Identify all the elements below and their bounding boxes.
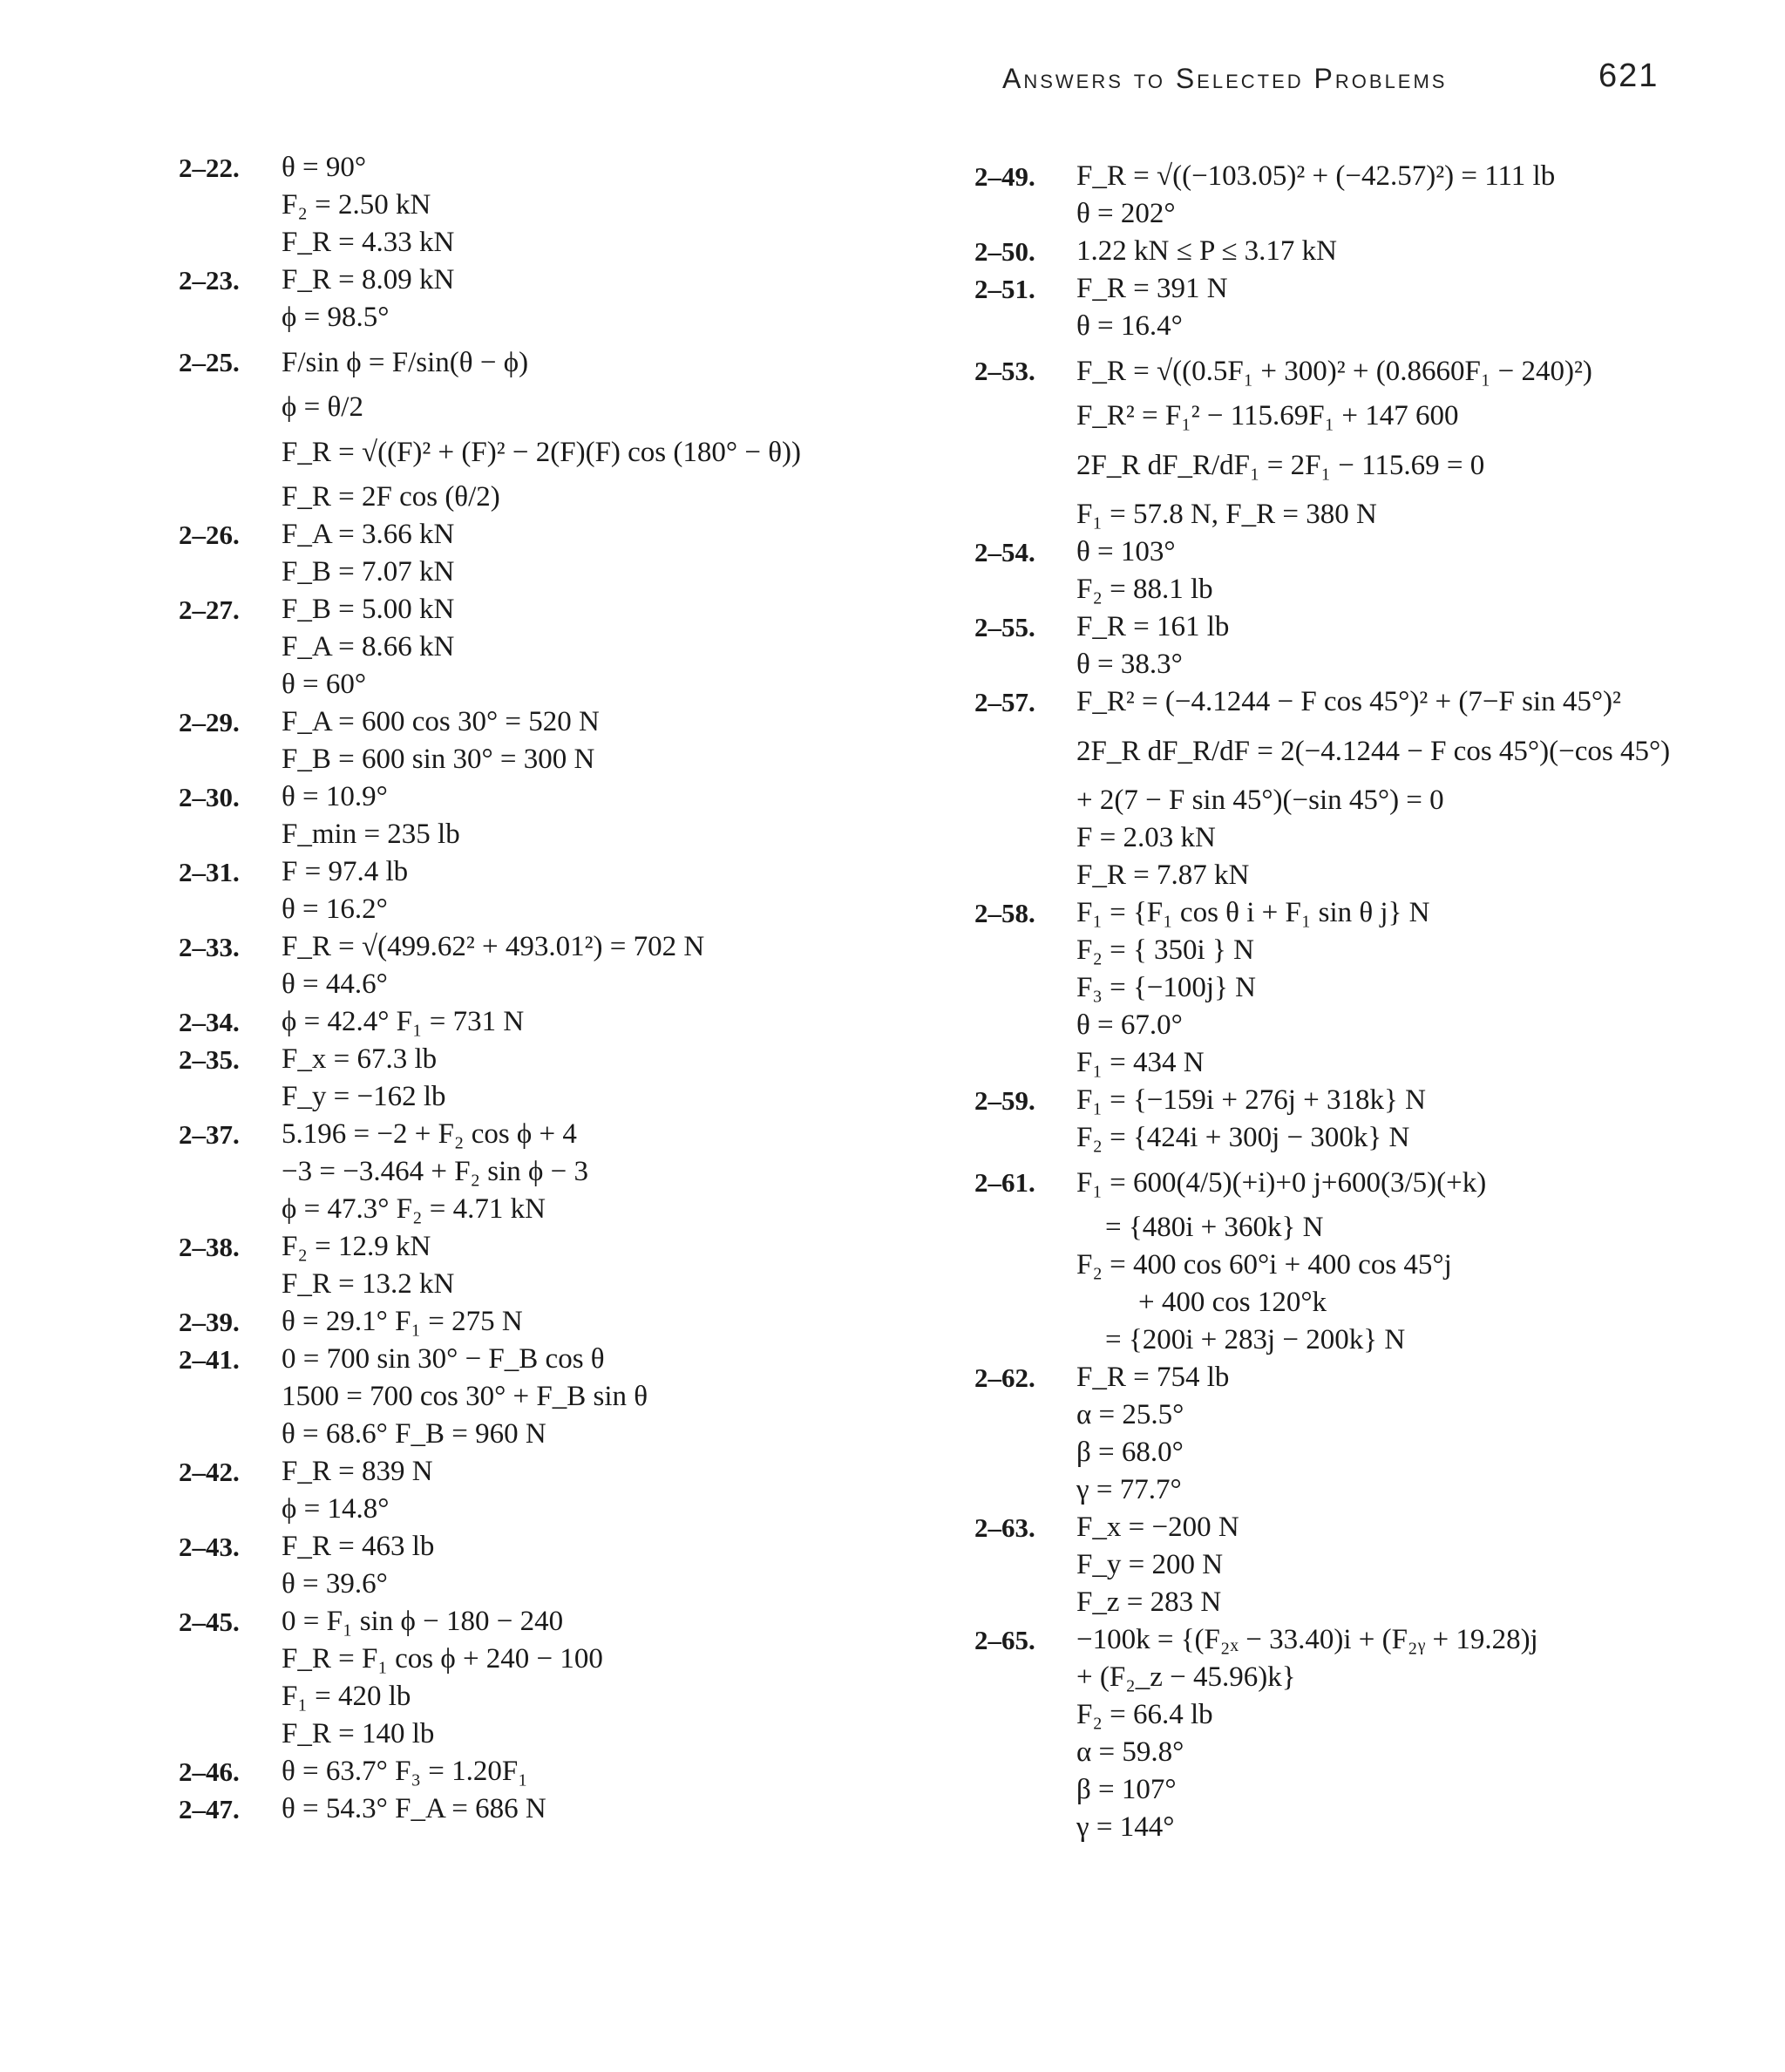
answer-equation: β = 68.0° xyxy=(1076,1437,1184,1468)
answer-equation: γ = 144° xyxy=(1076,1811,1175,1843)
answer-equation: F_R = 161 lb xyxy=(1076,611,1230,642)
answer-line xyxy=(974,1396,1741,1434)
answer-line xyxy=(974,270,1741,308)
answer-equation: θ = 103° xyxy=(1076,536,1176,567)
answer-line xyxy=(974,782,1741,819)
answer-line xyxy=(179,479,876,516)
answer-line xyxy=(974,1771,1741,1809)
answer-line xyxy=(974,1284,1741,1321)
answer-equation: = {200i + 283j − 200k} N xyxy=(1105,1324,1406,1355)
answer-equation: + (F₂_z − 45.96)k} xyxy=(1076,1661,1296,1693)
answer-line xyxy=(179,187,876,224)
problem-number: 2–30. xyxy=(179,782,240,812)
answer-line xyxy=(179,1303,876,1341)
answer-line xyxy=(974,857,1741,894)
answer-equation: 0 = 700 sin 30° − F_B cos θ xyxy=(282,1343,605,1375)
answer-line xyxy=(179,1566,876,1603)
answer-line xyxy=(179,1191,876,1228)
answer-line xyxy=(974,932,1741,969)
answer-equation: F_R² = F₁² − 115.69F₁ + 147 600 xyxy=(1076,400,1459,431)
answer-equation: F_B = 7.07 kN xyxy=(282,556,455,588)
problem-number: 2–58. xyxy=(974,898,1035,928)
answer-line xyxy=(974,195,1741,233)
answer-line xyxy=(974,397,1741,435)
left-answer-column xyxy=(179,149,876,1828)
answer-equation: γ = 77.7° xyxy=(1076,1474,1182,1505)
running-head: Answers to Selected Problems xyxy=(1002,63,1448,94)
answer-line xyxy=(179,554,876,591)
problem-number: 2–45. xyxy=(179,1607,240,1637)
answer-line xyxy=(974,1696,1741,1734)
answer-equation: F_B = 600 sin 30° = 300 N xyxy=(282,744,595,775)
answer-line xyxy=(179,1491,876,1528)
right-answer-column xyxy=(974,158,1741,1846)
answer-equation: F₁ = 600(4/5)(+i)+0 j+600(3/5)(+k) xyxy=(1076,1167,1487,1199)
problem-number: 2–25. xyxy=(179,347,240,377)
answer-equation: F_R = √((F)² + (F)² − 2(F)(F) cos (180° − θ)) xyxy=(282,437,801,468)
answer-equation: F_A = 8.66 kN xyxy=(282,631,455,662)
answer-equation: F_y = 200 N xyxy=(1076,1549,1224,1580)
problem-number: 2–37. xyxy=(179,1119,240,1150)
answer-equation: F_A = 600 cos 30° = 520 N xyxy=(282,706,600,737)
problem-number: 2–55. xyxy=(974,612,1035,642)
answer-line xyxy=(974,969,1741,1007)
problem-number: 2–35. xyxy=(179,1044,240,1075)
answer-equation: F_R = F₁ cos ϕ + 240 − 100 xyxy=(282,1643,603,1675)
problem-number: 2–47. xyxy=(179,1794,240,1824)
answer-equation: F_R = 8.09 kN xyxy=(282,264,455,296)
answer-line xyxy=(179,591,876,628)
answer-equation: θ = 38.3° xyxy=(1076,649,1183,680)
answer-line xyxy=(974,496,1741,533)
answer-line xyxy=(179,1790,876,1828)
answer-equation: θ = 16.2° xyxy=(282,893,388,925)
problem-number: 2–41. xyxy=(179,1344,240,1375)
problem-number: 2–23. xyxy=(179,265,240,296)
answer-line xyxy=(974,308,1741,345)
answer-line xyxy=(974,1434,1741,1471)
answer-equation: ϕ = 42.4° F₁ = 731 N xyxy=(282,1006,525,1037)
answer-equation: α = 59.8° xyxy=(1076,1736,1184,1768)
answer-equation: F₂ = 66.4 lb xyxy=(1076,1699,1213,1730)
problem-number: 2–65. xyxy=(974,1625,1035,1655)
answer-line xyxy=(179,224,876,262)
answer-equation: F₁ = {F₁ cos θ i + F₁ sin θ j} N xyxy=(1076,897,1430,928)
answer-equation: θ = 44.6° xyxy=(282,968,388,1000)
problem-number: 2–31. xyxy=(179,857,240,887)
answer-line xyxy=(974,158,1741,195)
answer-line xyxy=(974,233,1741,270)
answer-equation: F/sin ϕ = F/sin(θ − ϕ) xyxy=(282,347,529,378)
answer-equation: θ = 29.1° F₁ = 275 N xyxy=(282,1306,523,1337)
answer-line xyxy=(179,966,876,1003)
answer-line xyxy=(179,262,876,299)
answer-equation: 2F_R dF_R/dF = 2(−4.1244 − F cos 45°)(−cos 45°) xyxy=(1076,736,1671,767)
answer-line xyxy=(179,1603,876,1641)
answer-equation: F = 97.4 lb xyxy=(282,856,409,887)
problem-number: 2–50. xyxy=(974,236,1035,267)
answer-line xyxy=(179,853,876,891)
answer-equation: F = 2.03 kN xyxy=(1076,822,1216,853)
answer-equation: F_B = 5.00 kN xyxy=(282,594,455,625)
answer-equation: F₃ = {−100j} N xyxy=(1076,972,1257,1003)
answer-equation: F_min = 235 lb xyxy=(282,819,460,850)
problem-number: 2–42. xyxy=(179,1457,240,1487)
answer-line xyxy=(974,721,1741,782)
answer-line xyxy=(974,1321,1741,1359)
answer-line xyxy=(179,1715,876,1753)
answer-line xyxy=(179,1003,876,1041)
answer-line xyxy=(179,1341,876,1378)
problem-number: 2–38. xyxy=(179,1232,240,1262)
problem-number: 2–62. xyxy=(974,1362,1035,1393)
answer-line xyxy=(179,1641,876,1678)
answer-line xyxy=(974,1659,1741,1696)
answer-equation: θ = 90° xyxy=(282,152,367,183)
answer-line xyxy=(179,299,876,336)
answer-equation: F₁ = 434 N xyxy=(1076,1047,1205,1078)
page-number: 621 xyxy=(1598,58,1659,94)
problem-number: 2–54. xyxy=(974,537,1035,567)
answer-line xyxy=(179,1378,876,1416)
answer-line xyxy=(179,891,876,928)
answer-equation: θ = 16.4° xyxy=(1076,310,1183,342)
answer-equation: ϕ = 47.3° F₂ = 4.71 kN xyxy=(282,1193,546,1225)
answer-line xyxy=(974,1209,1741,1247)
problem-number: 2–51. xyxy=(974,274,1035,304)
answer-equation: ϕ = 14.8° xyxy=(282,1493,390,1525)
answer-line xyxy=(179,1453,876,1491)
answer-equation: F₂ = 400 cos 60°i + 400 cos 45°j xyxy=(1076,1249,1452,1281)
problem-number: 2–57. xyxy=(974,687,1035,717)
answer-equation: ϕ = θ/2 xyxy=(282,391,363,423)
answer-line xyxy=(974,345,1741,397)
answer-line xyxy=(974,571,1741,608)
page-header xyxy=(0,59,1785,103)
answer-equation: −100k = {(F₂ₓ − 33.40)i + (F₂ᵧ + 19.28)j xyxy=(1076,1624,1538,1655)
answer-line xyxy=(179,149,876,187)
answer-line xyxy=(974,1734,1741,1771)
problem-number: 2–22. xyxy=(179,153,240,183)
answer-equation: + 2(7 − F sin 45°)(−sin 45°) = 0 xyxy=(1076,785,1444,816)
answer-line xyxy=(179,703,876,741)
answer-line xyxy=(179,1753,876,1790)
answer-equation: + 400 cos 120°k xyxy=(1138,1287,1327,1318)
answer-line xyxy=(179,1153,876,1191)
answer-equation: α = 25.5° xyxy=(1076,1399,1184,1430)
answer-equation: F_R = √((−103.05)² + (−42.57)²) = 111 lb xyxy=(1076,160,1556,192)
answer-equation: F_R = 4.33 kN xyxy=(282,227,455,258)
answer-line xyxy=(974,683,1741,721)
answer-equation: F_x = 67.3 lb xyxy=(282,1043,438,1075)
answer-equation: F₂ = 88.1 lb xyxy=(1076,574,1213,605)
problem-number: 2–53. xyxy=(974,356,1035,386)
problem-number: 2–29. xyxy=(179,707,240,737)
answer-line xyxy=(179,666,876,703)
problem-number: 2–43. xyxy=(179,1532,240,1562)
answer-line xyxy=(974,819,1741,857)
answer-line xyxy=(974,1359,1741,1396)
answer-line xyxy=(179,816,876,853)
problem-number: 2–33. xyxy=(179,932,240,962)
answer-equation: F_y = −162 lb xyxy=(282,1081,446,1112)
answer-equation: F_R = 839 N xyxy=(282,1456,433,1487)
answer-equation: F_R = √(499.62² + 493.01²) = 702 N xyxy=(282,931,705,962)
answer-equation: F_x = −200 N xyxy=(1076,1512,1239,1543)
answer-equation: θ = 60° xyxy=(282,669,367,700)
answer-line xyxy=(179,628,876,666)
problem-number: 2–49. xyxy=(974,161,1035,192)
problem-number: 2–27. xyxy=(179,594,240,625)
answer-equation: θ = 54.3° F_A = 686 N xyxy=(282,1793,546,1824)
answer-equation: θ = 63.7° F₃ = 1.20F₁ xyxy=(282,1756,528,1787)
problem-number: 2–26. xyxy=(179,520,240,550)
answer-line xyxy=(179,1528,876,1566)
answer-line xyxy=(974,1157,1741,1209)
problem-number: 2–59. xyxy=(974,1085,1035,1116)
answer-equation: θ = 67.0° xyxy=(1076,1009,1183,1041)
answer-equation: F_R = 7.87 kN xyxy=(1076,859,1250,891)
answer-equation: F₂ = 12.9 kN xyxy=(282,1231,431,1262)
answer-line xyxy=(179,516,876,554)
answer-line xyxy=(974,533,1741,571)
answer-equation: = {480i + 360k} N xyxy=(1105,1212,1324,1243)
answer-equation: θ = 202° xyxy=(1076,198,1176,229)
answer-line xyxy=(974,894,1741,932)
answer-line xyxy=(974,1007,1741,1044)
answer-line xyxy=(974,1809,1741,1846)
answer-equation: 1.22 kN ≤ P ≤ 3.17 kN xyxy=(1076,235,1338,267)
answer-line xyxy=(179,928,876,966)
answer-equation: F_R = 391 N xyxy=(1076,273,1228,304)
answer-equation: F_R = 13.2 kN xyxy=(282,1268,455,1300)
answer-line xyxy=(974,1044,1741,1082)
answer-line xyxy=(179,778,876,816)
answer-line xyxy=(974,1471,1741,1509)
answer-line xyxy=(179,1416,876,1453)
answer-line xyxy=(974,1119,1741,1157)
answer-line xyxy=(179,1078,876,1116)
answer-line xyxy=(179,1116,876,1153)
answer-line xyxy=(179,1678,876,1715)
answer-equation: −3 = −3.464 + F₂ sin ϕ − 3 xyxy=(282,1156,589,1187)
answer-equation: F_z = 283 N xyxy=(1076,1586,1222,1618)
answer-equation: F₂ = {424i + 300j − 300k} N xyxy=(1076,1122,1410,1153)
answer-equation: θ = 68.6° F_B = 960 N xyxy=(282,1418,546,1450)
answer-line xyxy=(974,435,1741,496)
answer-equation: F_R = 2F cos (θ/2) xyxy=(282,481,500,513)
answer-equation: F₁ = 57.8 N, F_R = 380 N xyxy=(1076,499,1377,530)
answer-equation: 5.196 = −2 + F₂ cos ϕ + 4 xyxy=(282,1118,577,1150)
answer-line xyxy=(974,1082,1741,1119)
problem-number: 2–39. xyxy=(179,1307,240,1337)
problem-number: 2–63. xyxy=(974,1512,1035,1543)
answer-equation: 0 = F₁ sin ϕ − 180 − 240 xyxy=(282,1606,564,1637)
answer-line xyxy=(974,608,1741,646)
answer-line xyxy=(179,1266,876,1303)
answer-line xyxy=(974,1546,1741,1584)
answer-equation: θ = 10.9° xyxy=(282,781,388,812)
answer-equation: F_A = 3.66 kN xyxy=(282,519,455,550)
answer-line xyxy=(974,646,1741,683)
answer-line xyxy=(974,1584,1741,1621)
answer-line xyxy=(179,741,876,778)
answer-equation: F₂ = { 350i } N xyxy=(1076,934,1254,966)
answer-equation: F₁ = 420 lb xyxy=(282,1681,411,1712)
answer-equation: β = 107° xyxy=(1076,1774,1177,1805)
answer-equation: ϕ = 98.5° xyxy=(282,302,390,333)
answer-equation: F_R = 140 lb xyxy=(282,1718,435,1749)
answer-equation: 2F_R dF_R/dF₁ = 2F₁ − 115.69 = 0 xyxy=(1076,450,1485,481)
answer-equation: θ = 39.6° xyxy=(282,1568,388,1600)
answer-line xyxy=(974,1247,1741,1284)
problem-number: 2–46. xyxy=(179,1756,240,1787)
problem-number: 2–61. xyxy=(974,1167,1035,1198)
answer-line xyxy=(179,1041,876,1078)
answer-line xyxy=(974,1621,1741,1659)
problem-number: 2–34. xyxy=(179,1007,240,1037)
answer-equation: F₁ = {−159i + 276j + 318k} N xyxy=(1076,1084,1426,1116)
answer-line xyxy=(974,1509,1741,1546)
answer-equation: F_R = √((0.5F₁ + 300)² + (0.8660F₁ − 240)²) xyxy=(1076,356,1592,387)
answer-line xyxy=(179,389,876,426)
answer-equation: F_R = 463 lb xyxy=(282,1531,435,1562)
answer-line xyxy=(179,426,876,479)
answer-equation: F₂ = 2.50 kN xyxy=(282,189,431,221)
answer-equation: F_R = 754 lb xyxy=(1076,1362,1230,1393)
answer-equation: F_R² = (−4.1244 − F cos 45°)² + (7−F sin 45°)² xyxy=(1076,686,1621,717)
answer-equation: 1500 = 700 cos 30° + F_B sin θ xyxy=(282,1381,648,1412)
answer-line xyxy=(179,1228,876,1266)
answer-line xyxy=(179,336,876,389)
